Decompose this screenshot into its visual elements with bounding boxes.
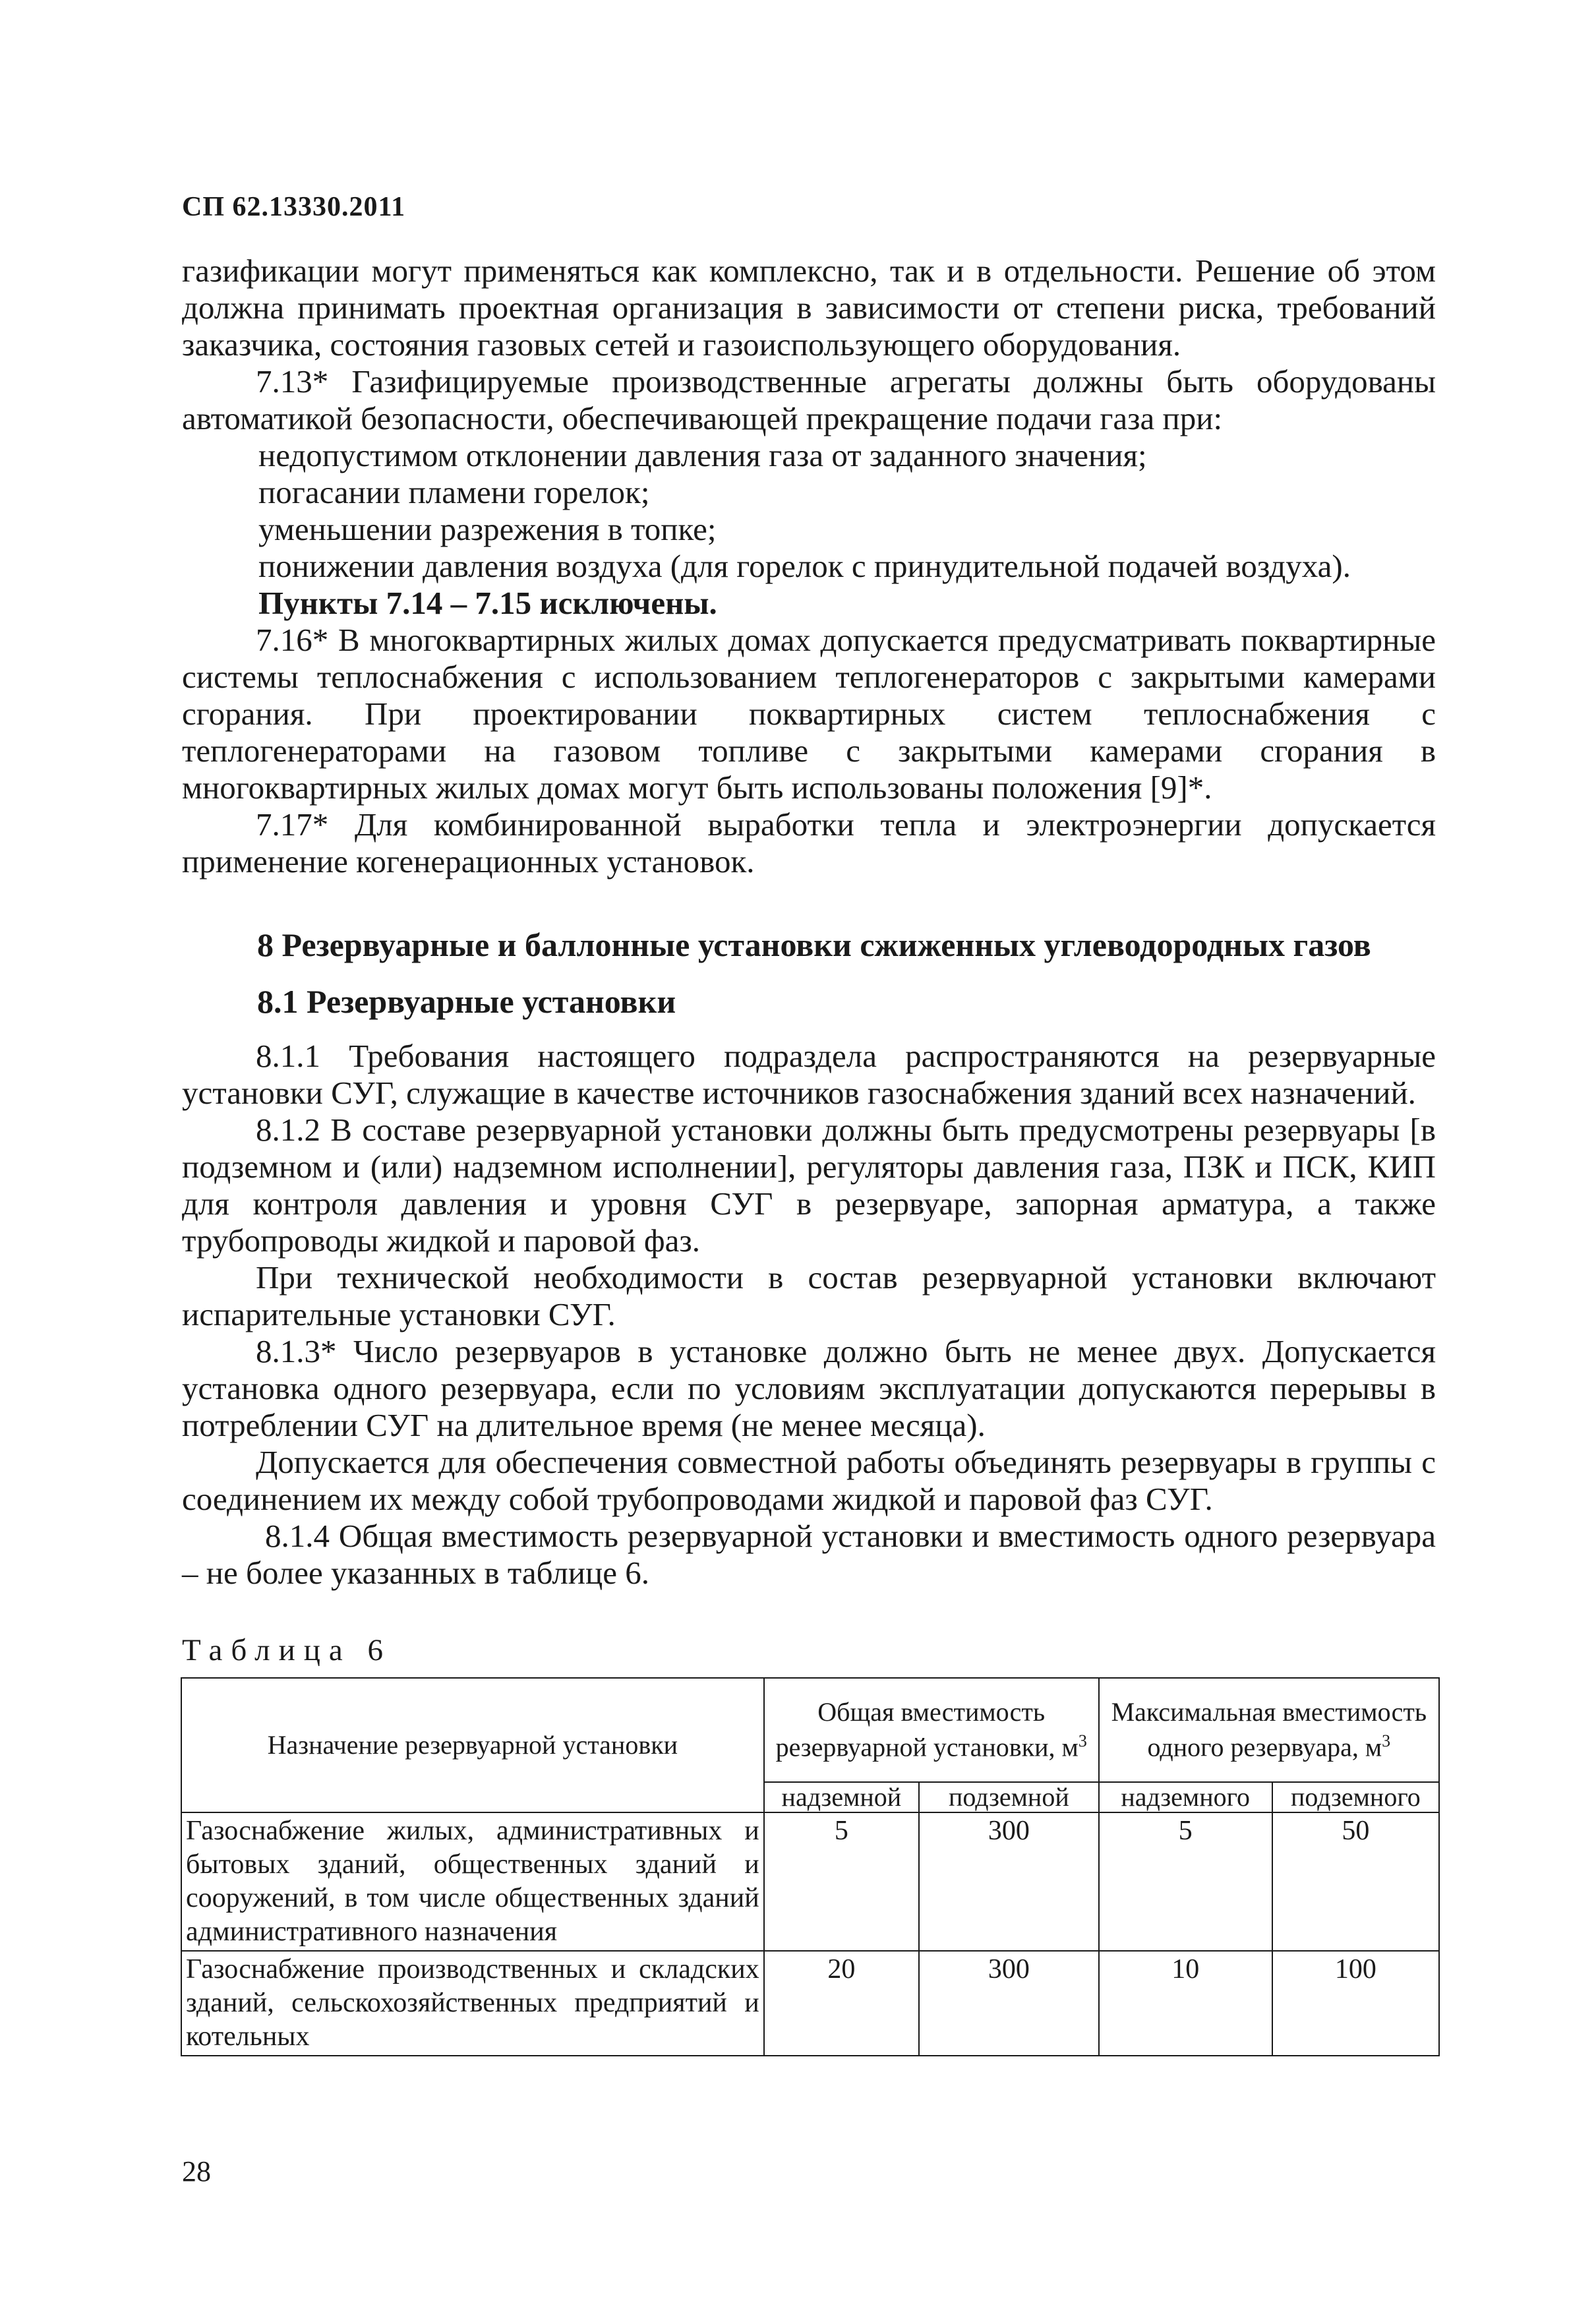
table-row — [181, 1812, 1439, 1951]
unit-superscript: 3 — [1078, 1731, 1087, 1751]
page-number: 28 — [182, 2155, 211, 2188]
group-label: Максимальная вместимость одного резервуара, м — [1111, 1697, 1427, 1762]
subheader-cell: надземной — [764, 1782, 919, 1812]
table-caption: Таблица 6 — [182, 1633, 392, 1667]
list-item: недопустимом отклонении давления газа от заданного значения; — [258, 437, 1147, 473]
value-cell: 5 — [1099, 1812, 1272, 1951]
value-cell: 5 — [764, 1812, 919, 1951]
value-cell: 300 — [919, 1951, 1099, 2056]
section-8-text — [182, 1038, 1436, 1592]
table-row — [181, 1951, 1439, 2056]
column-group-max-capacity — [1099, 1678, 1439, 1782]
excluded-items-note: Пункты 7.14 – 7.15 исключены. — [258, 585, 717, 621]
value-cell: 50 — [1272, 1812, 1439, 1951]
paragraph-8-1-3: 8.1.3* Число резервуаров в установке должно быть не менее двух. Допускается установка одного резервуара, если по условиям эксплуатации допускаются перерывы в потреблении СУГ на длительное время (не менее месяца). — [182, 1333, 1436, 1443]
subheader-cell: надземного — [1099, 1782, 1272, 1812]
list-item: уменьшении разрежения в топке; — [258, 511, 717, 547]
subheader-cell: подземной — [919, 1782, 1099, 1812]
paragraph-7-13: 7.13* Газифицируемые производственные агрегаты должны быть оборудованы автоматикой безопасности, обеспечивающей прекращение подачи газа при: — [182, 363, 1436, 436]
value-cell: 10 — [1099, 1951, 1272, 2056]
document-code-header: СП 62.13330.2011 — [182, 192, 406, 222]
section-8-heading: 8 Резервуарные и баллонные установки сжиженных углеводородных газов — [257, 926, 1371, 963]
paragraph-8-1-1: 8.1.1 Требования настоящего подраздела распространяются на резервуарные установки СУГ, служащие в качестве источников газоснабжения зданий всех назначений. — [182, 1038, 1436, 1111]
row-purpose-cell: Газоснабжение производственных и складских зданий, сельскохозяйственных предприятий и котельных — [181, 1951, 764, 2056]
paragraph-8-1-3-b: Допускается для обеспечения совместной работы объединять резервуары в группы с соединением их между собой трубопроводами жидкой и паровой фаз СУГ. — [182, 1444, 1436, 1517]
value-cell: 300 — [919, 1812, 1099, 1951]
paragraph-8-1-2-b: При технической необходимости в состав резервуарной установки включают испарительные установки СУГ. — [182, 1259, 1436, 1332]
paragraph-continuation: газификации могут применяться как комплексно, так и в отдельности. Решение об этом должна принимать проектная организация в зависимости от степени риска, требований заказчика, состояния газовых сетей и газоиспользующего оборудования. — [182, 253, 1436, 363]
paragraph-8-1-2: 8.1.2 В составе резервуарной установки должны быть предусмотрены резервуары [в подземном и (или) надземном исполнении], регуляторы давления газа, ПЗК и ПСК, КИП для контроля давления и уровня СУГ в резервуаре, запорная арматура, а также трубопроводы жидкой и паровой фаз. — [182, 1112, 1436, 1259]
table-header-row — [181, 1678, 1439, 1782]
paragraph-8-1-4: 8.1.4 Общая вместимость резервуарной установки и вместимость одного резервуара – не более указанных в таблице 6. — [182, 1518, 1436, 1591]
group-label: Общая вместимость резервуарной установки, м — [775, 1697, 1079, 1762]
table-6 — [181, 1677, 1440, 2056]
subheader-cell: подземного — [1272, 1782, 1439, 1812]
section-7-text — [182, 253, 1436, 880]
subsection-8-1-heading: 8.1 Резервуарные установки — [257, 983, 676, 1020]
row-purpose-cell: Газоснабжение жилых, административных и бытовых зданий, общественных зданий и сооружений, в том числе общественных зданий административного назначения — [181, 1812, 764, 1951]
column-header-purpose: Назначение резервуарной установки — [181, 1678, 764, 1812]
paragraph-7-17: 7.17* Для комбинированной выработки тепла и электроэнергии допускается применение когенерационных установок. — [182, 806, 1436, 880]
list-item: погасании пламени горелок; — [258, 474, 650, 510]
value-cell: 20 — [764, 1951, 919, 2056]
value-cell: 100 — [1272, 1951, 1439, 2056]
unit-superscript: 3 — [1382, 1731, 1391, 1751]
list-item: понижении давления воздуха (для горелок с принудительной подачей воздуха). — [258, 548, 1351, 584]
paragraph-7-16: 7.16* В многоквартирных жилых домах допускается предусматривать поквартирные системы теплоснабжения с использованием теплогенераторов с закрытыми камерами сгорания. При проектировании поквартирных систем теплоснабжения с теплогенераторами на газовом топливе с закрытыми камерами сгорания в многоквартирных жилых домах могут быть использованы положения [9]*. — [182, 622, 1436, 806]
column-group-total-capacity — [764, 1678, 1099, 1782]
